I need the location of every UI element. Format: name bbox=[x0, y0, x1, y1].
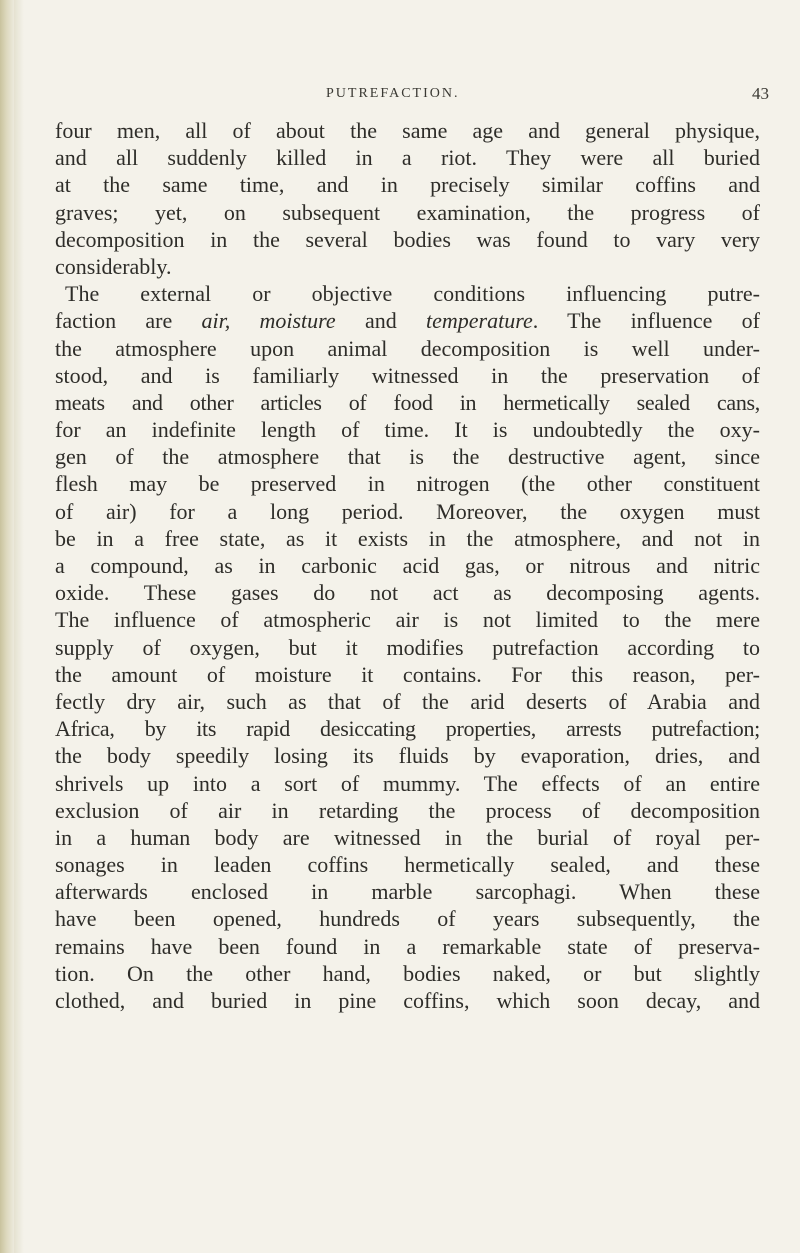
text-fragment: and bbox=[335, 308, 426, 334]
text-line: have been opened, hundreds of years subsequently, the bbox=[55, 906, 760, 932]
text-line: the body speedily losing its fluids by evaporation, dries, and bbox=[55, 743, 760, 769]
body-text bbox=[55, 117, 760, 1014]
paragraph-start-line: The external or objective conditions influencing putre- bbox=[65, 281, 760, 307]
text-line: fectly dry air, such as that of the arid deserts of Arabia and bbox=[55, 688, 760, 714]
text-line: for an indefinite length of time. It is undoubtedly the oxy- bbox=[55, 417, 760, 443]
text-line: decomposition in the several bodies was found to vary very bbox=[55, 226, 760, 252]
text-line: flesh may be preserved in nitrogen (the other constituent bbox=[55, 471, 760, 497]
text-line: The influence of atmospheric air is not limited to the mere bbox=[55, 607, 760, 633]
text-line: sonages in leaden coffins hermetically sealed, and these bbox=[55, 852, 760, 878]
text-line-with-italics bbox=[55, 307, 760, 334]
text-line: the amount of moisture it contains. For this reason, per- bbox=[55, 661, 760, 687]
text-line: Africa, by its rapid desiccating properties, arrests putrefaction; bbox=[55, 716, 760, 742]
text-line: at the same time, and in precisely similar coffins and bbox=[55, 172, 760, 198]
text-line: shrivels up into a sort of mummy. The effects of an entire bbox=[55, 770, 760, 796]
text-line: considerably. bbox=[55, 253, 172, 279]
page-number: 43 bbox=[752, 84, 769, 103]
text-line: four men, all of about the same age and general physique, bbox=[55, 118, 760, 143]
italic-term: air, moisture bbox=[201, 308, 336, 334]
text-line: and all suddenly killed in a riot. They were all buried bbox=[55, 145, 760, 171]
italic-term: temperature bbox=[426, 308, 533, 334]
text-line: exclusion of air in retarding the process of decomposition bbox=[55, 797, 760, 823]
text-line: the atmosphere upon animal decomposition is well under- bbox=[55, 335, 760, 361]
running-head: PUTREFACTION. bbox=[326, 86, 460, 101]
text-line: afterwards enclosed in marble sarcophagi. When these bbox=[55, 879, 760, 905]
text-line: clothed, and buried in pine coffins, which soon decay, and bbox=[55, 988, 760, 1013]
text-line: supply of oxygen, but it modifies putrefaction according to bbox=[55, 634, 760, 660]
text-line: a compound, as in carbonic acid gas, or nitrous and nitric bbox=[55, 553, 760, 578]
text-line: be in a free state, as it exists in the atmosphere, and not in bbox=[55, 525, 760, 551]
text-line: tion. On the other hand, bodies naked, or but slightly bbox=[55, 960, 760, 986]
page-spine-shadow bbox=[0, 0, 14, 1253]
text-line: of air) for a long period. Moreover, the oxygen must bbox=[55, 498, 760, 524]
text-line: gen of the atmosphere that is the destructive agent, since bbox=[55, 444, 760, 470]
text-line: stood, and is familiarly witnessed in the preservation of bbox=[55, 362, 760, 388]
text-line: graves; yet, on subsequent examination, the progress of bbox=[55, 199, 760, 225]
page-header bbox=[0, 84, 800, 108]
text-line: remains have been found in a remarkable state of preserva- bbox=[55, 933, 760, 959]
text-fragment: . The influence of bbox=[532, 308, 760, 334]
text-line: meats and other articles of food in hermetically sealed cans, bbox=[55, 389, 760, 415]
text-line: in a human body are witnessed in the burial of royal per- bbox=[55, 824, 760, 850]
text-line: oxide. These gases do not act as decomposing agents. bbox=[55, 580, 760, 606]
page-gutter-shade bbox=[14, 0, 24, 1253]
text-fragment: faction are bbox=[55, 308, 202, 334]
